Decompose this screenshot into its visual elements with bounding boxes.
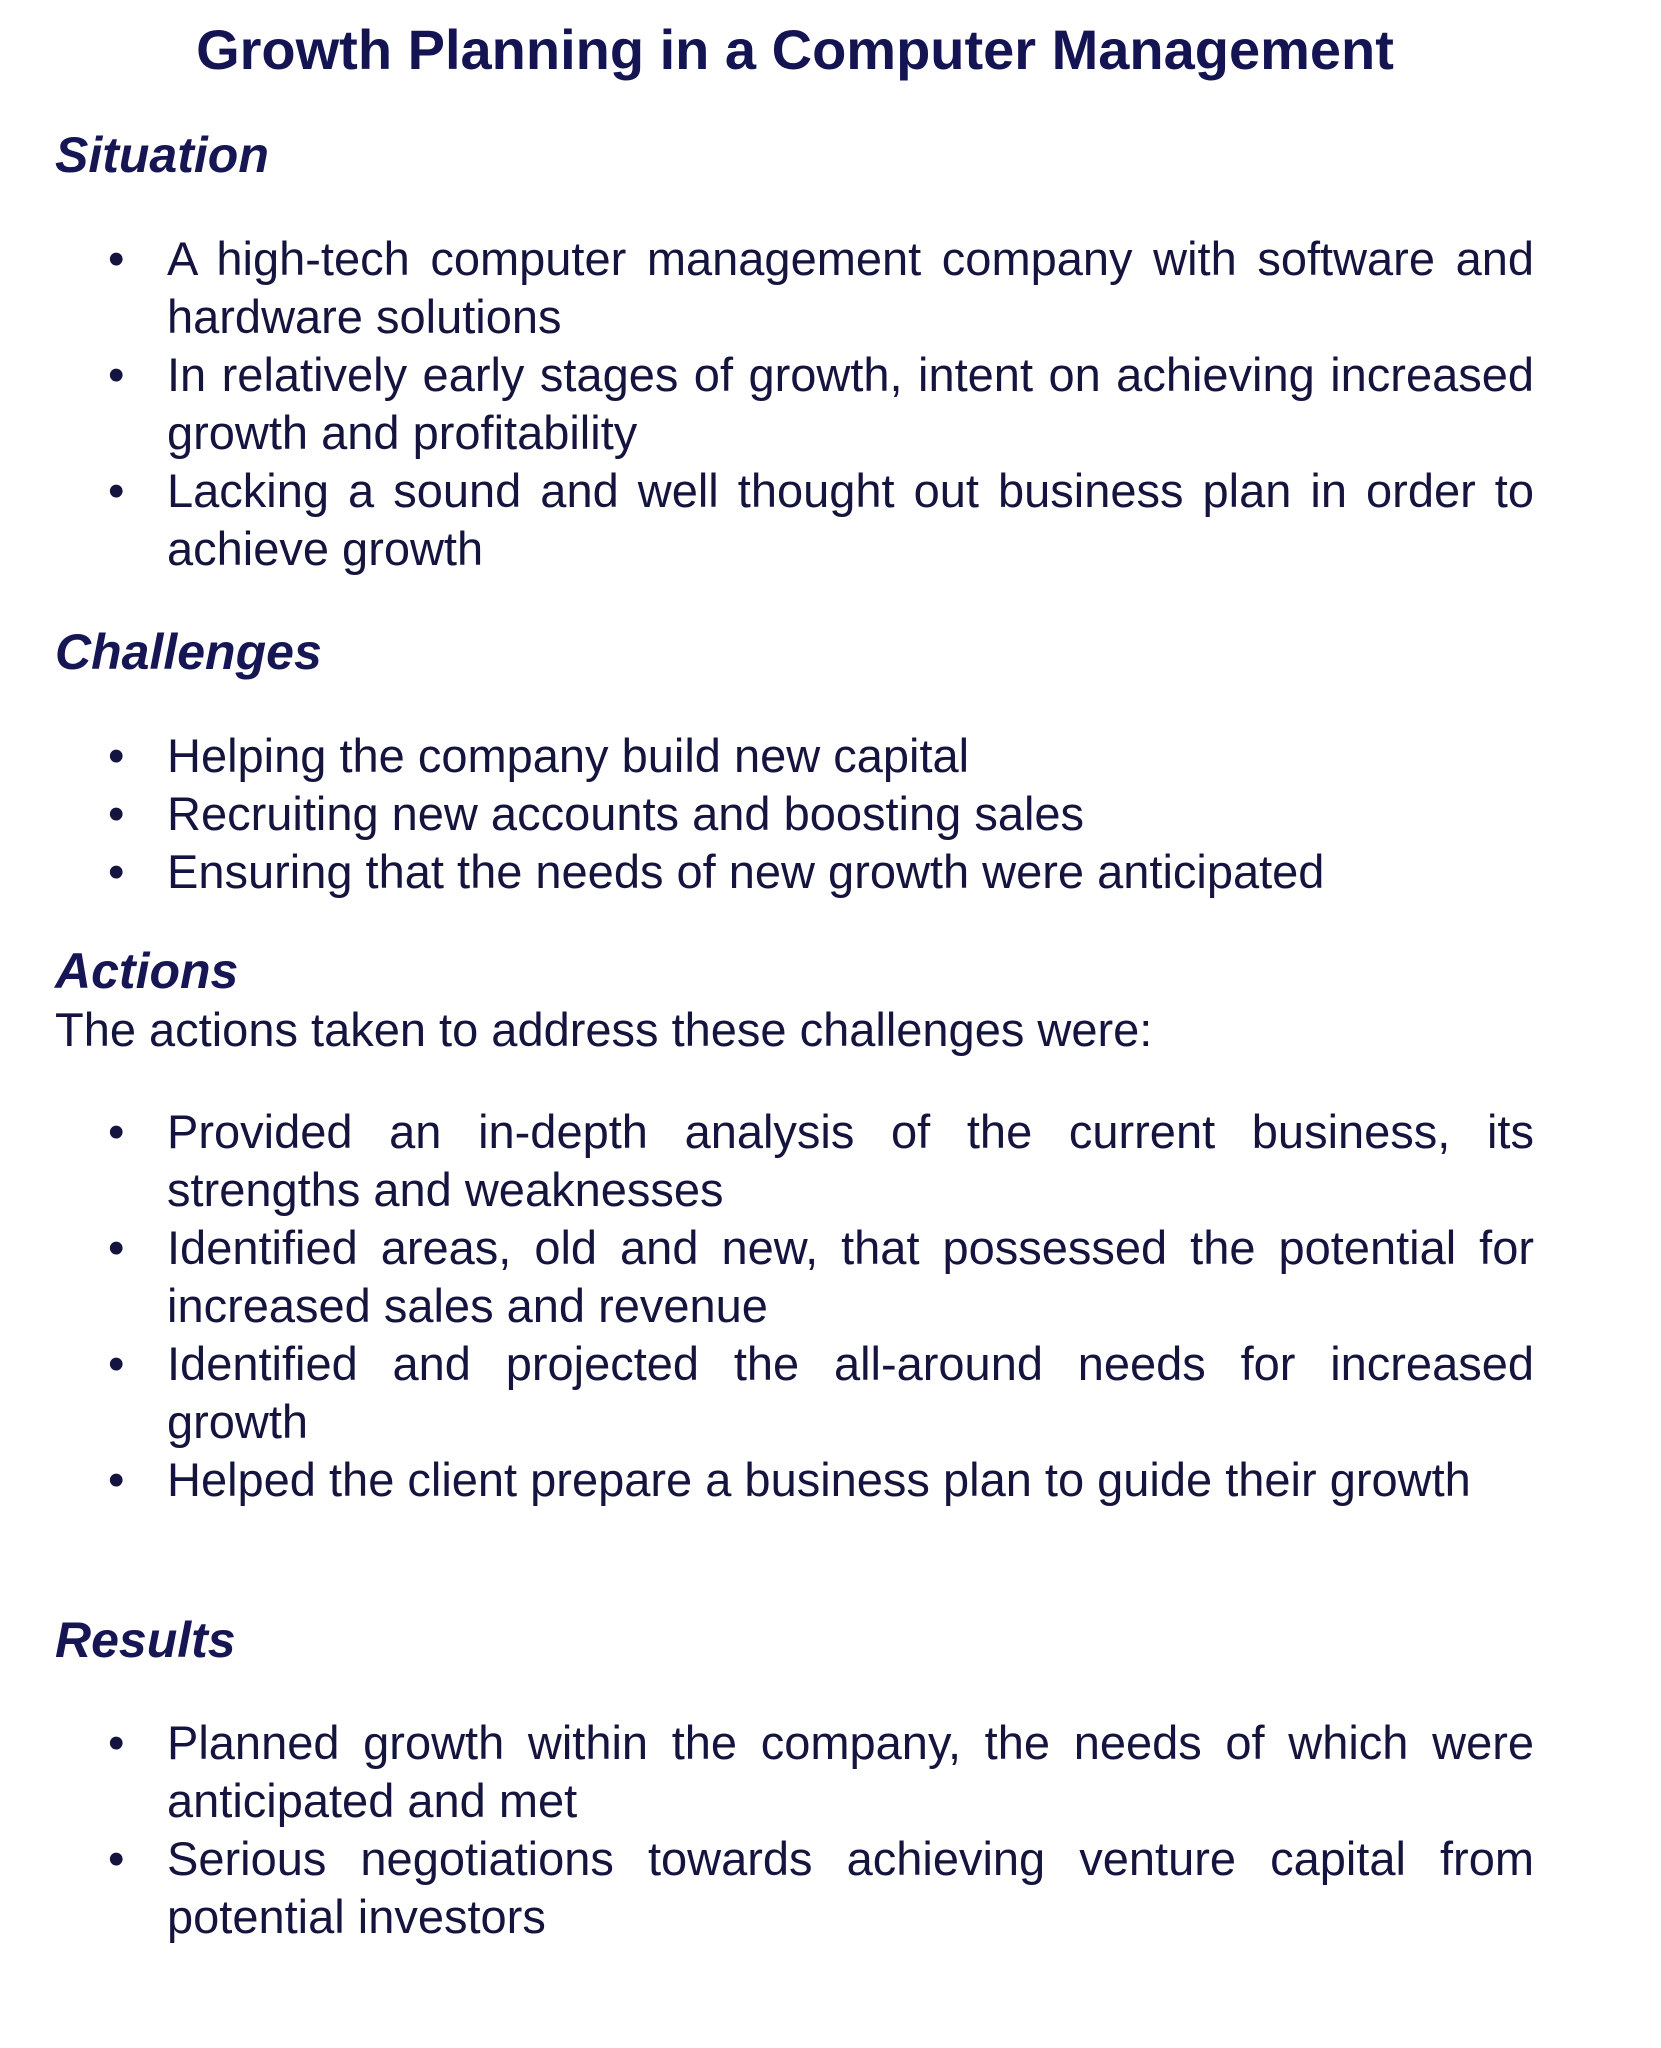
list-item-text: Lacking a sound and well thought out business plan in order to achieve growth xyxy=(167,464,1534,575)
list-item-text: A high-tech computer management company with software and hardware solutions xyxy=(167,232,1534,343)
list-item xyxy=(0,1219,1661,1335)
list-item-text: Identified areas, old and new, that possessed the potential for increased sales and revenue xyxy=(167,1221,1534,1332)
list-item xyxy=(0,1714,1661,1830)
bullet-icon: • xyxy=(108,1832,125,1885)
list-item-text: Ensuring that the needs of new growth were anticipated xyxy=(167,845,1325,898)
list-item-text: Helping the company build new capital xyxy=(167,729,970,782)
bullet-icon: • xyxy=(108,729,125,782)
list-item xyxy=(0,785,1661,843)
page-title: Growth Planning in a Computer Management xyxy=(196,18,1394,81)
list-item-text: Identified and projected the all-around needs for increased growth xyxy=(167,1337,1534,1448)
bullet-icon: • xyxy=(108,1337,125,1390)
bullet-icon: • xyxy=(108,232,125,285)
list-item-text: Recruiting new accounts and boosting sales xyxy=(167,787,1085,840)
section-heading-situation: Situation xyxy=(55,127,269,183)
list-item-text: Provided an in-depth analysis of the current business, its strengths and weaknesses xyxy=(167,1105,1534,1216)
list-item xyxy=(0,727,1661,785)
results-list xyxy=(0,1714,1661,1946)
list-item-text: Helped the client prepare a business plan to guide their growth xyxy=(167,1453,1471,1506)
list-item-text: Serious negotiations towards achieving venture capital from potential investors xyxy=(167,1832,1534,1943)
list-item xyxy=(0,1103,1661,1219)
list-item xyxy=(0,230,1661,346)
bullet-icon: • xyxy=(108,464,125,517)
situation-list xyxy=(0,230,1661,578)
list-item xyxy=(0,1451,1661,1509)
actions-intro: The actions taken to address these challenges were: xyxy=(55,1003,1153,1056)
bullet-icon: • xyxy=(108,1105,125,1158)
list-item-text: In relatively early stages of growth, intent on achieving increased growth and profitability xyxy=(167,348,1534,459)
list-item xyxy=(0,1830,1661,1946)
actions-list xyxy=(0,1103,1661,1509)
bullet-icon: • xyxy=(108,1453,125,1506)
bullet-icon: • xyxy=(108,1716,125,1769)
list-item-text: Planned growth within the company, the needs of which were anticipated and met xyxy=(167,1716,1534,1827)
challenges-list xyxy=(0,727,1661,901)
bullet-icon: • xyxy=(108,845,125,898)
list-item xyxy=(0,346,1661,462)
section-heading-actions: Actions xyxy=(55,943,239,999)
list-item xyxy=(0,843,1661,901)
bullet-icon: • xyxy=(108,1221,125,1274)
section-heading-challenges: Challenges xyxy=(55,624,322,680)
list-item xyxy=(0,462,1661,578)
list-item xyxy=(0,1335,1661,1451)
section-heading-results: Results xyxy=(55,1612,236,1668)
bullet-icon: • xyxy=(108,787,125,840)
bullet-icon: • xyxy=(108,348,125,401)
